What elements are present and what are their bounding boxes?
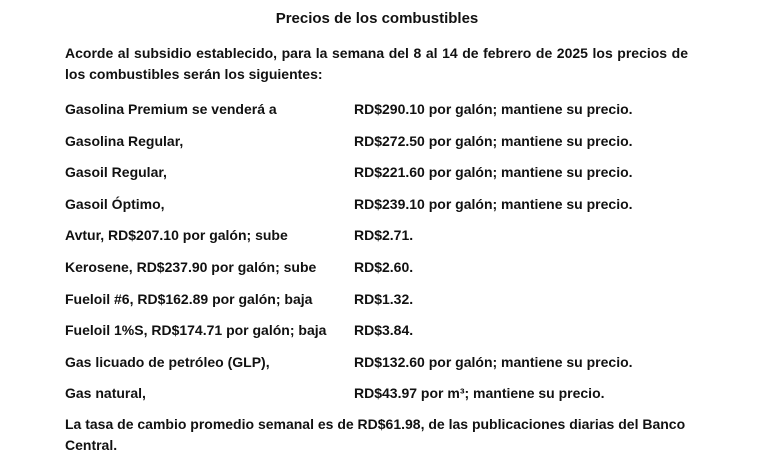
fuel-price: RD$239.10 por galón; mantiene su precio. <box>354 195 633 212</box>
price-row-fueloil-6 <box>65 287 705 319</box>
price-row-gasoil-optimo <box>65 192 705 224</box>
fuel-label: Gasoil Regular, <box>65 164 167 181</box>
fuel-label: Fueloil #6, RD$162.89 por galón; baja <box>65 290 313 307</box>
fuel-price: RD$272.50 por galón; mantiene su precio. <box>354 132 633 149</box>
price-row-gasoil-regular <box>65 160 705 192</box>
fuel-price: RD$3.84. <box>354 322 414 339</box>
price-row-gasolina-regular <box>65 129 705 161</box>
price-row-fueloil-1s <box>65 318 705 350</box>
fuel-price: RD$221.60 por galón; mantiene su precio. <box>354 164 633 181</box>
fuel-label: Gasolina Regular, <box>65 132 184 149</box>
fuel-label: Kerosene, RD$237.90 por galón; sube <box>65 258 317 275</box>
intro-paragraph: Acorde al subsidio establecido, para la semana del 8 al 14 de febrero de 2025 los precios de los combustibles serán los siguientes: <box>65 45 688 82</box>
fuel-label: Gasoil Óptimo, <box>65 195 165 212</box>
exchange-rate-note: La tasa de cambio promedio semanal es de RD$61.98, de las publicaciones diarias del Banco Central. <box>65 416 686 453</box>
price-row-gas-natural <box>65 381 705 413</box>
price-row-kerosene <box>65 255 705 287</box>
fuel-label: Avtur, RD$207.10 por galón; sube <box>65 227 288 244</box>
fuel-price: RD$2.71. <box>354 227 414 244</box>
fuel-price: RD$43.97 por m³; mantiene su precio. <box>354 385 605 402</box>
price-row-glp <box>65 350 705 382</box>
fuel-price: RD$1.32. <box>354 290 414 307</box>
fuel-price: RD$290.10 por galón; mantiene su precio. <box>354 101 633 117</box>
fuel-label: Gas natural, <box>65 385 146 402</box>
price-list <box>65 97 705 413</box>
fuel-label: Fueloil 1%S, RD$174.71 por galón; baja <box>65 322 327 339</box>
price-row-gasolina-premium <box>65 97 705 129</box>
document-title: Precios de los combustibles <box>275 10 479 27</box>
fuel-label: Gasolina Premium se venderá a <box>65 101 277 117</box>
fuel-price: RD$132.60 por galón; mantiene su precio. <box>354 353 633 370</box>
fuel-price: RD$2.60. <box>354 258 414 275</box>
price-row-avtur <box>65 223 705 255</box>
fuel-label: Gas licuado de petróleo (GLP), <box>65 353 270 370</box>
